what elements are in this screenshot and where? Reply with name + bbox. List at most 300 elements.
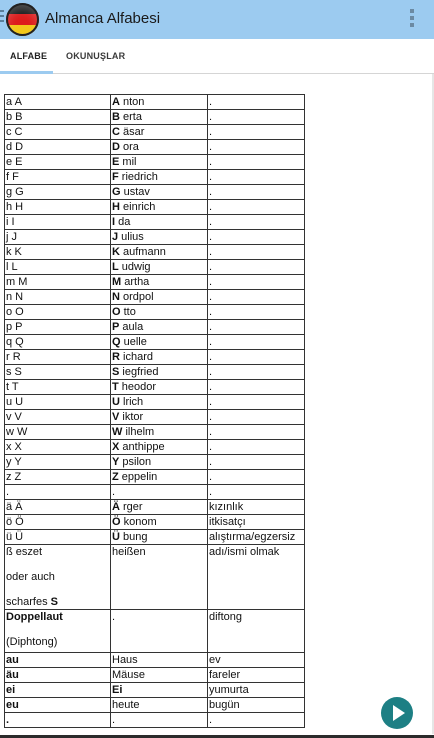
table-row (5, 698, 305, 713)
table-row (5, 530, 305, 545)
example-initial: J (112, 231, 119, 243)
letter-cell (5, 170, 111, 185)
table-row (5, 290, 305, 305)
meaning-text: . (209, 441, 213, 453)
letter-text: l L (6, 261, 18, 273)
letter-cell (5, 380, 111, 395)
meaning-text: bugün (209, 699, 240, 711)
meaning-text: . (209, 276, 213, 288)
example-word-cell (111, 185, 208, 200)
meaning-text: . (209, 411, 213, 423)
meaning-cell (208, 110, 305, 125)
letter-text: s S (6, 366, 22, 378)
table-row (5, 170, 305, 185)
letter-text: a A (6, 96, 22, 108)
example-word-cell (111, 365, 208, 380)
example-word-cell (111, 455, 208, 470)
meaning-text: . (209, 231, 213, 243)
letter-cell (5, 365, 111, 380)
letter-cell (5, 245, 111, 260)
letter-cell (5, 683, 111, 698)
letter-cell (5, 485, 111, 500)
example-rest: . (112, 714, 116, 726)
meaning-text: adı/ismi olmak (209, 546, 280, 558)
letter-cell (5, 713, 111, 728)
meaning-cell (208, 515, 305, 530)
table-row (5, 155, 305, 170)
letter-cell (5, 530, 111, 545)
example-initial: G (112, 186, 121, 198)
meaning-text: kızınlık (209, 501, 244, 513)
meaning-cell (208, 425, 305, 440)
example-word-cell (111, 425, 208, 440)
letter-text: f F (6, 171, 19, 183)
meaning-text: fareler (209, 669, 241, 681)
meaning-cell (208, 395, 305, 410)
meaning-text: ev (209, 654, 221, 666)
example-rest: mil (119, 156, 137, 168)
meaning-text: . (209, 186, 213, 198)
example-word-cell (111, 470, 208, 485)
example-word-cell (111, 320, 208, 335)
table-row (5, 95, 305, 110)
meaning-text: . (209, 714, 213, 726)
meaning-cell (208, 410, 305, 425)
example-rest: artha (121, 276, 150, 288)
example-initial: D (112, 141, 120, 153)
letter-text: ei (6, 684, 16, 696)
letter-cell (5, 155, 111, 170)
example-rest: ordpol (119, 291, 154, 303)
letter-text: k K (6, 246, 22, 258)
example-word-cell (111, 140, 208, 155)
alphabet-table (4, 94, 305, 728)
example-rest: iegfried (119, 366, 159, 378)
example-rest: bung (119, 531, 148, 543)
table-row (5, 485, 305, 500)
example-rest: ichard (119, 351, 153, 363)
meaning-cell (208, 470, 305, 485)
table-row (5, 515, 305, 530)
letter-cell (5, 410, 111, 425)
example-word-cell (111, 110, 208, 125)
letter-cell (5, 140, 111, 155)
example-rest: lrich (119, 396, 144, 408)
example-word-cell (111, 610, 208, 653)
letter-text: x X (6, 441, 22, 453)
meaning-text: . (209, 126, 213, 138)
overflow-menu-icon[interactable] (410, 9, 414, 29)
table-row-eszett (5, 545, 305, 610)
meaning-text: . (209, 201, 213, 213)
meaning-cell (208, 200, 305, 215)
letter-cell (5, 275, 111, 290)
meaning-cell (208, 155, 305, 170)
example-word-cell (111, 125, 208, 140)
example-initial: Z (112, 471, 119, 483)
tab-bar (0, 39, 434, 74)
meaning-cell (208, 530, 305, 545)
table-row (5, 260, 305, 275)
table-row (5, 668, 305, 683)
example-initial: N (112, 291, 120, 303)
letter-text: j J (6, 231, 17, 243)
example-word-cell (111, 95, 208, 110)
letter-cell (5, 455, 111, 470)
meaning-cell (208, 545, 305, 610)
meaning-cell (208, 125, 305, 140)
example-initial: L (112, 261, 119, 273)
example-rest: heute (112, 699, 140, 711)
letter-cell (5, 335, 111, 350)
menu-icon[interactable] (0, 10, 4, 28)
example-initial: H (112, 201, 120, 213)
meaning-cell (208, 260, 305, 275)
meaning-text: . (209, 216, 213, 228)
example-initial: X (112, 441, 120, 453)
table-row (5, 500, 305, 515)
example-rest: Mäuse (112, 669, 146, 681)
example-word-cell (111, 380, 208, 395)
letter-text: ä Ä (6, 501, 23, 513)
example-rest: aula (119, 321, 144, 333)
active-tab-indicator (0, 71, 53, 74)
example-rest: ulius (118, 231, 144, 243)
app-bar (0, 0, 434, 39)
example-rest: konom (120, 516, 157, 528)
table-row (5, 713, 305, 728)
letter-cell (5, 395, 111, 410)
letter-cell (5, 215, 111, 230)
meaning-text: . (209, 156, 213, 168)
example-initial: M (112, 276, 122, 288)
letter-cell (5, 95, 111, 110)
eszett-title: ß eszet (6, 546, 43, 558)
letter-text: d D (6, 141, 24, 153)
example-initial: U (112, 396, 120, 408)
example-rest: erta (119, 111, 142, 123)
example-rest: udwig (118, 261, 151, 273)
letter-cell (5, 698, 111, 713)
example-word-cell (111, 170, 208, 185)
example-initial: Ö (112, 516, 121, 528)
meaning-text: . (209, 426, 213, 438)
table-row-doppellaut (5, 610, 305, 653)
letter-cell (5, 110, 111, 125)
example-word-cell (111, 698, 208, 713)
meaning-text: yumurta (209, 684, 249, 696)
example-initial: F (112, 171, 119, 183)
example-initial: V (112, 411, 120, 423)
meaning-cell (208, 170, 305, 185)
example-rest: psilon (119, 456, 152, 468)
meaning-text: diftong (209, 611, 243, 623)
meaning-text: . (209, 351, 213, 363)
example-word-cell (111, 485, 208, 500)
meaning-cell (208, 275, 305, 290)
example-rest: riedrich (118, 171, 158, 183)
meaning-text: . (209, 246, 213, 258)
letter-cell (5, 185, 111, 200)
example-initial: R (112, 351, 120, 363)
meaning-cell (208, 668, 305, 683)
letter-cell (5, 305, 111, 320)
letter-text: t T (6, 381, 19, 393)
example-word-cell (111, 260, 208, 275)
letter-text: r R (6, 351, 21, 363)
example-rest: iktor (119, 411, 144, 423)
example-initial: P (112, 321, 120, 333)
letter-cell (5, 500, 111, 515)
example-word-cell (111, 545, 208, 610)
example-initial: Ei (112, 684, 123, 696)
table-row (5, 125, 305, 140)
table-row (5, 410, 305, 425)
table-row (5, 320, 305, 335)
example-rest: äsar (119, 126, 145, 138)
meaning-cell (208, 653, 305, 668)
table-row (5, 440, 305, 455)
meaning-cell (208, 230, 305, 245)
meaning-cell (208, 440, 305, 455)
table-row (5, 365, 305, 380)
table-row (5, 335, 305, 350)
play-button[interactable] (381, 697, 413, 729)
example-initial: Q (112, 336, 121, 348)
meaning-text: . (209, 141, 213, 153)
letter-text: i I (6, 216, 15, 228)
letter-text: m M (6, 276, 28, 288)
letter-text: äu (6, 669, 19, 681)
meaning-cell (208, 185, 305, 200)
meaning-text: . (209, 321, 213, 333)
letter-cell (5, 515, 111, 530)
example-rest: nton (119, 96, 145, 108)
meaning-cell (208, 485, 305, 500)
example-rest: ora (119, 141, 139, 153)
table-row (5, 245, 305, 260)
meaning-cell (208, 683, 305, 698)
table-row (5, 215, 305, 230)
meaning-cell (208, 305, 305, 320)
example-rest: Haus (112, 654, 138, 666)
example-word-cell (111, 713, 208, 728)
meaning-cell (208, 320, 305, 335)
meaning-text: alıştırma/egzersiz (209, 531, 296, 543)
meaning-text: . (209, 291, 213, 303)
example-word-cell (111, 350, 208, 365)
example-rest: heißen (112, 546, 146, 558)
example-initial: K (112, 246, 120, 258)
example-word-cell (111, 335, 208, 350)
letter-text: w W (6, 426, 28, 438)
letter-text: n N (6, 291, 24, 303)
letter-text: e E (6, 156, 23, 168)
letter-cell (5, 230, 111, 245)
eszett-alt-name: scharfes (6, 596, 51, 608)
letter-text: . (6, 714, 10, 726)
example-rest: . (112, 611, 116, 623)
table-row (5, 140, 305, 155)
example-initial: A (112, 96, 120, 108)
example-initial: Y (112, 456, 120, 468)
example-word-cell (111, 290, 208, 305)
doppellaut-subtitle: (Diphtong) (6, 636, 58, 648)
meaning-text: . (209, 396, 213, 408)
letter-text: c C (6, 126, 23, 138)
example-rest: ustav (120, 186, 150, 198)
meaning-text: . (209, 111, 213, 123)
table-row (5, 230, 305, 245)
example-word-cell (111, 515, 208, 530)
table-row (5, 395, 305, 410)
eszett-alt: oder auch (6, 571, 55, 583)
letter-cell (5, 320, 111, 335)
meaning-text: . (209, 486, 213, 498)
letter-text: au (6, 654, 19, 666)
example-initial: E (112, 156, 120, 168)
letter-text: eu (6, 699, 19, 711)
example-initial: W (112, 426, 123, 438)
example-word-cell (111, 275, 208, 290)
example-rest: eppelin (118, 471, 158, 483)
meaning-cell (208, 713, 305, 728)
example-rest: uelle (120, 336, 147, 348)
example-rest: aufmann (119, 246, 166, 258)
table-row (5, 683, 305, 698)
example-word-cell (111, 500, 208, 515)
meaning-text: itkisatçı (209, 516, 246, 528)
letter-cell (5, 440, 111, 455)
meaning-text: . (209, 306, 213, 318)
meaning-cell (208, 350, 305, 365)
example-rest: da (115, 216, 131, 228)
letter-cell (5, 610, 111, 653)
letter-text: h H (6, 201, 24, 213)
letter-text: v V (6, 411, 22, 423)
tab-okunuslar[interactable]: OKUNUŞLAR (66, 51, 126, 61)
meaning-cell (208, 95, 305, 110)
example-initial: S (112, 366, 120, 378)
letter-text: p P (6, 321, 23, 333)
letter-text: . (6, 486, 10, 498)
meaning-text: . (209, 336, 213, 348)
example-initial: B (112, 111, 120, 123)
meaning-text: . (209, 471, 213, 483)
meaning-cell (208, 500, 305, 515)
example-rest: einrich (119, 201, 156, 213)
example-word-cell (111, 395, 208, 410)
letter-text: u U (6, 396, 24, 408)
letter-cell (5, 125, 111, 140)
meaning-text: . (209, 261, 213, 273)
meaning-cell (208, 365, 305, 380)
tab-alfabe[interactable]: ALFABE (10, 51, 48, 61)
example-initial: T (112, 381, 119, 393)
meaning-cell (208, 455, 305, 470)
meaning-cell (208, 335, 305, 350)
meaning-text: . (209, 381, 213, 393)
german-flag-icon[interactable] (6, 3, 39, 36)
example-initial: Ü (112, 531, 120, 543)
example-word-cell (111, 530, 208, 545)
letter-cell (5, 668, 111, 683)
eszett-alt-letter: S (50, 596, 58, 608)
example-word-cell (111, 683, 208, 698)
example-word-cell (111, 230, 208, 245)
letter-text: o O (6, 306, 24, 318)
letter-cell (5, 545, 111, 610)
letter-cell (5, 653, 111, 668)
letter-cell (5, 425, 111, 440)
meaning-text: . (209, 366, 213, 378)
example-rest: tto (120, 306, 136, 318)
example-initial: Ä (112, 501, 120, 513)
table-row (5, 110, 305, 125)
letter-text: ö Ö (6, 516, 24, 528)
letter-cell (5, 200, 111, 215)
letter-text: b B (6, 111, 23, 123)
letter-cell (5, 350, 111, 365)
app-title: Almanca Alfabesi (45, 10, 161, 27)
example-rest: . (112, 486, 116, 498)
example-word-cell (111, 305, 208, 320)
example-word-cell (111, 653, 208, 668)
example-word-cell (111, 155, 208, 170)
letter-cell (5, 290, 111, 305)
meaning-cell (208, 140, 305, 155)
example-initial: I (112, 216, 116, 228)
example-word-cell (111, 245, 208, 260)
meaning-cell (208, 245, 305, 260)
example-word-cell (111, 440, 208, 455)
table-row (5, 185, 305, 200)
table-row (5, 653, 305, 668)
example-initial: C (112, 126, 120, 138)
example-word-cell (111, 200, 208, 215)
meaning-cell (208, 380, 305, 395)
example-rest: rger (119, 501, 143, 513)
table-row (5, 455, 305, 470)
table-row (5, 305, 305, 320)
table-row (5, 380, 305, 395)
letter-cell (5, 470, 111, 485)
letter-cell (5, 260, 111, 275)
table-row (5, 275, 305, 290)
example-rest: anthippe (119, 441, 165, 453)
letter-text: ü Ü (6, 531, 24, 543)
meaning-text: . (209, 456, 213, 468)
letter-text: q Q (6, 336, 24, 348)
example-initial: O (112, 306, 121, 318)
doppellaut-title: Doppellaut (6, 611, 63, 623)
example-rest: heodor (118, 381, 157, 393)
letter-text: g G (6, 186, 24, 198)
meaning-cell (208, 215, 305, 230)
meaning-text: . (209, 171, 213, 183)
meaning-cell (208, 698, 305, 713)
table-row (5, 350, 305, 365)
example-rest: ilhelm (122, 426, 155, 438)
example-word-cell (111, 668, 208, 683)
meaning-text: . (209, 96, 213, 108)
example-word-cell (111, 410, 208, 425)
meaning-cell (208, 290, 305, 305)
letter-text: z Z (6, 471, 22, 483)
table-row (5, 200, 305, 215)
table-row (5, 425, 305, 440)
meaning-cell (208, 610, 305, 653)
